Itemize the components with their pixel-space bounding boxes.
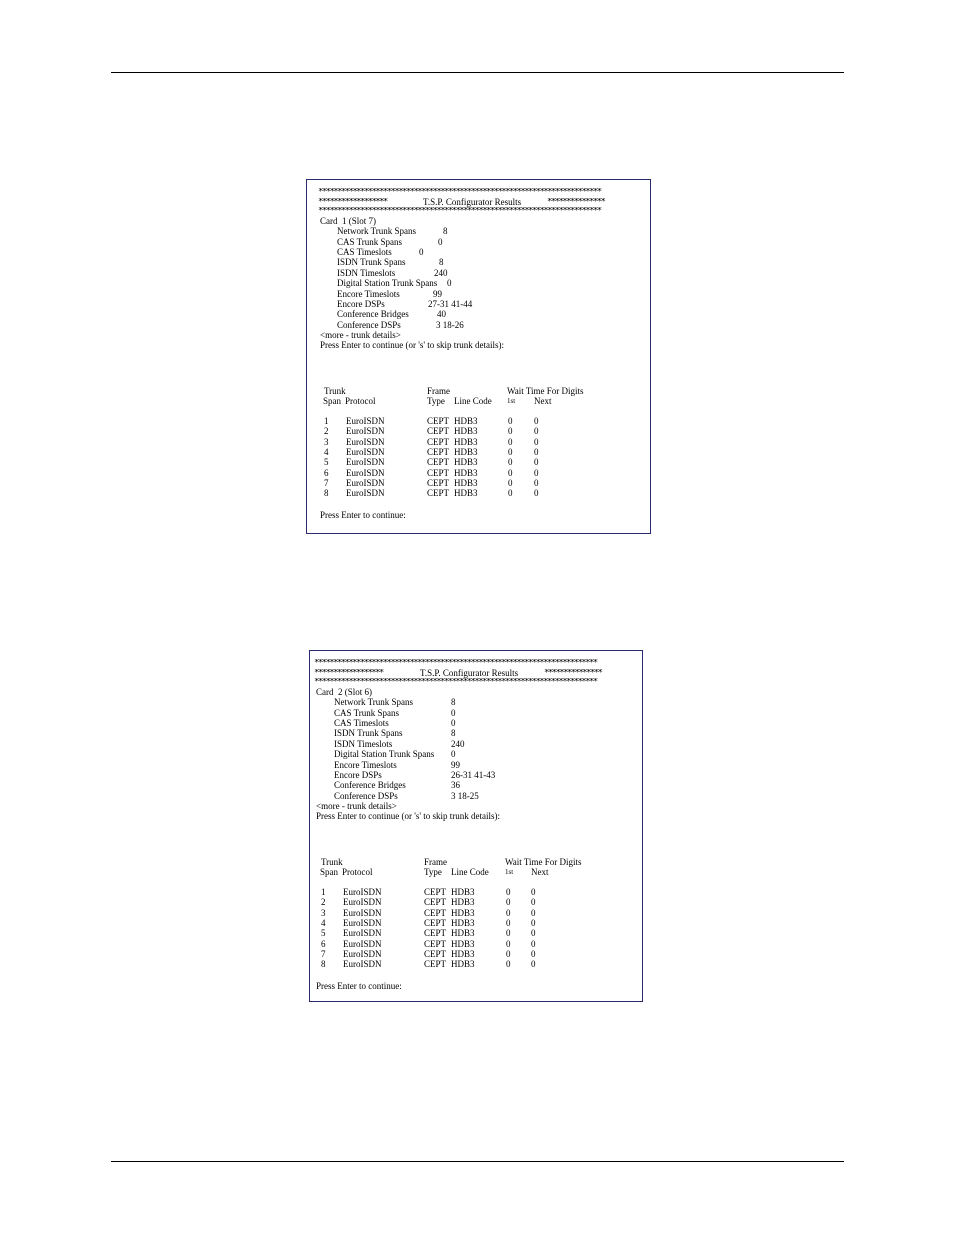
terminal-screenshot-card-2 bbox=[309, 650, 643, 1002]
stat-value: 8 bbox=[443, 226, 448, 237]
more-trunk-details: <more - trunk details> bbox=[316, 800, 397, 811]
row-wait-next: 0 bbox=[531, 918, 536, 929]
stat-value: 8 bbox=[439, 257, 444, 268]
asterisk-border-top: ************************************************************************** bbox=[318, 188, 601, 196]
row-wait-next: 0 bbox=[534, 426, 539, 437]
stat-value: 240 bbox=[434, 267, 448, 278]
row-line-code: HDB3 bbox=[454, 416, 478, 426]
row-wait-first: 0 bbox=[506, 928, 511, 939]
row-line-code: HDB3 bbox=[451, 897, 475, 908]
row-protocol: EuroISDN bbox=[343, 938, 382, 949]
row-line-code: HDB3 bbox=[451, 928, 475, 939]
asterisk-title-right: *************** bbox=[547, 198, 605, 206]
row-wait-first: 0 bbox=[506, 887, 511, 897]
row-line-code: HDB3 bbox=[451, 938, 475, 949]
row-wait-first: 0 bbox=[508, 488, 513, 499]
stat-value: 3 18-25 bbox=[451, 790, 479, 801]
row-wait-next: 0 bbox=[531, 959, 536, 970]
row-span: 3 bbox=[324, 436, 329, 447]
press-enter-skip-prompt: Press Enter to continue (or 's' to skip trunk details): bbox=[316, 811, 500, 822]
stat-value: 99 bbox=[433, 288, 442, 299]
row-protocol: EuroISDN bbox=[346, 457, 385, 468]
stat-value: 40 bbox=[437, 309, 446, 320]
row-frame-type: CEPT bbox=[427, 488, 450, 499]
stat-label: ISDN Trunk Spans bbox=[337, 257, 406, 268]
row-frame-type: CEPT bbox=[424, 907, 447, 918]
more-trunk-details: <more - trunk details> bbox=[320, 329, 401, 340]
row-span: 5 bbox=[324, 457, 329, 468]
row-protocol: EuroISDN bbox=[346, 467, 385, 478]
stat-label: CAS Timeslots bbox=[337, 247, 392, 258]
stat-label: Network Trunk Spans bbox=[334, 697, 414, 708]
stat-label: Conference DSPs bbox=[337, 319, 401, 330]
row-span: 2 bbox=[321, 897, 326, 908]
press-enter-skip-prompt: Press Enter to continue (or 's' to skip trunk details): bbox=[320, 340, 504, 351]
row-wait-next: 0 bbox=[534, 467, 539, 478]
column-header-protocol: Protocol bbox=[345, 396, 376, 407]
stat-value: 0 bbox=[447, 278, 452, 289]
asterisk-title-left: ****************** bbox=[318, 198, 387, 206]
row-protocol: EuroISDN bbox=[343, 928, 382, 939]
row-frame-type: CEPT bbox=[424, 949, 447, 960]
asterisk-border-bottom: ************************************************************************** bbox=[318, 207, 601, 215]
stat-label: Digital Station Trunk Spans bbox=[334, 749, 435, 760]
footer-rule bbox=[111, 1161, 844, 1162]
row-frame-type: CEPT bbox=[427, 457, 450, 468]
row-line-code: HDB3 bbox=[454, 447, 478, 458]
row-wait-next: 0 bbox=[531, 907, 536, 918]
row-wait-first: 0 bbox=[506, 907, 511, 918]
row-span: 4 bbox=[321, 918, 326, 929]
row-protocol: EuroISDN bbox=[346, 488, 385, 499]
row-line-code: HDB3 bbox=[451, 918, 475, 929]
asterisk-title-left: ****************** bbox=[314, 669, 383, 677]
row-frame-type: CEPT bbox=[427, 426, 450, 437]
row-wait-first: 0 bbox=[508, 457, 513, 468]
asterisk-title-right: *************** bbox=[544, 669, 602, 677]
stat-value: 8 bbox=[451, 697, 456, 708]
row-frame-type: CEPT bbox=[427, 467, 450, 478]
stat-label: ISDN Timeslots bbox=[337, 267, 396, 278]
row-wait-next: 0 bbox=[531, 897, 536, 908]
stat-value: 26-31 41-43 bbox=[451, 769, 496, 780]
row-wait-first: 0 bbox=[508, 416, 513, 426]
column-header-frame: Frame bbox=[427, 386, 450, 396]
row-wait-next: 0 bbox=[531, 887, 536, 897]
row-frame-type: CEPT bbox=[424, 918, 447, 929]
row-protocol: EuroISDN bbox=[343, 907, 382, 918]
row-line-code: HDB3 bbox=[451, 887, 475, 897]
row-wait-first: 0 bbox=[506, 918, 511, 929]
column-header-wait-time: Wait Time For Digits bbox=[507, 386, 584, 396]
row-line-code: HDB3 bbox=[451, 959, 475, 970]
stat-label: Encore DSPs bbox=[334, 769, 382, 780]
column-header-first: 1st bbox=[505, 868, 514, 877]
stat-label: Conference DSPs bbox=[334, 790, 398, 801]
row-line-code: HDB3 bbox=[454, 426, 478, 437]
column-header-line-code: Line Code bbox=[451, 867, 489, 878]
stat-label: CAS Trunk Spans bbox=[337, 236, 403, 247]
row-wait-next: 0 bbox=[531, 928, 536, 939]
row-protocol: EuroISDN bbox=[343, 949, 382, 960]
row-protocol: EuroISDN bbox=[346, 447, 385, 458]
row-wait-next: 0 bbox=[534, 436, 539, 447]
row-protocol: EuroISDN bbox=[343, 959, 382, 970]
stat-value: 0 bbox=[451, 749, 456, 760]
row-wait-next: 0 bbox=[531, 949, 536, 960]
column-header-span: Span bbox=[323, 396, 341, 407]
row-wait-first: 0 bbox=[506, 959, 511, 970]
row-line-code: HDB3 bbox=[454, 467, 478, 478]
row-frame-type: CEPT bbox=[424, 897, 447, 908]
row-span: 6 bbox=[321, 938, 326, 949]
row-line-code: HDB3 bbox=[451, 907, 475, 918]
row-wait-next: 0 bbox=[534, 447, 539, 458]
row-span: 2 bbox=[324, 426, 329, 437]
column-header-line-code: Line Code bbox=[454, 396, 492, 407]
stat-label: ISDN Timeslots bbox=[334, 738, 393, 749]
press-enter-continue-prompt: Press Enter to continue: bbox=[320, 510, 406, 520]
row-span: 1 bbox=[321, 887, 326, 897]
row-span: 3 bbox=[321, 907, 326, 918]
row-frame-type: CEPT bbox=[424, 928, 447, 939]
asterisk-border-top: ************************************************************************** bbox=[314, 659, 597, 667]
stat-value: 0 bbox=[438, 236, 443, 247]
stat-label: ISDN Trunk Spans bbox=[334, 728, 403, 739]
row-span: 1 bbox=[324, 416, 329, 426]
stat-label: Encore Timeslots bbox=[337, 288, 400, 299]
stat-label: Conference Bridges bbox=[334, 780, 406, 791]
stat-label: CAS Trunk Spans bbox=[334, 707, 400, 718]
stat-value: 36 bbox=[451, 780, 460, 791]
row-frame-type: CEPT bbox=[424, 959, 447, 970]
row-protocol: EuroISDN bbox=[346, 436, 385, 447]
column-header-frame: Frame bbox=[424, 857, 447, 867]
row-span: 6 bbox=[324, 467, 329, 478]
screen-title: T.S.P. Configurator Results bbox=[420, 668, 519, 678]
card-label: Card 1 (Slot 7) bbox=[320, 216, 376, 226]
column-header-next: Next bbox=[531, 867, 549, 878]
row-line-code: HDB3 bbox=[454, 478, 478, 489]
column-header-span: Span bbox=[320, 867, 338, 878]
stat-value: 99 bbox=[451, 759, 460, 770]
stat-value: 0 bbox=[419, 247, 424, 258]
screen-title: T.S.P. Configurator Results bbox=[423, 197, 522, 207]
header-rule bbox=[111, 72, 844, 73]
row-protocol: EuroISDN bbox=[343, 918, 382, 929]
row-span: 7 bbox=[321, 949, 326, 960]
row-span: 4 bbox=[324, 447, 329, 458]
row-frame-type: CEPT bbox=[427, 416, 450, 426]
row-wait-next: 0 bbox=[534, 478, 539, 489]
stat-label: CAS Timeslots bbox=[334, 718, 389, 729]
row-frame-type: CEPT bbox=[427, 436, 450, 447]
stat-label: Digital Station Trunk Spans bbox=[337, 278, 438, 289]
row-wait-first: 0 bbox=[506, 897, 511, 908]
row-protocol: EuroISDN bbox=[346, 478, 385, 489]
terminal-screenshot-card-1 bbox=[306, 179, 651, 534]
row-span: 5 bbox=[321, 928, 326, 939]
column-header-trunk: Trunk bbox=[324, 386, 346, 396]
column-header-protocol: Protocol bbox=[342, 867, 373, 878]
row-wait-next: 0 bbox=[534, 416, 539, 426]
row-wait-first: 0 bbox=[508, 436, 513, 447]
stat-value: 27-31 41-44 bbox=[428, 298, 473, 309]
column-header-first: 1st bbox=[507, 397, 516, 406]
row-frame-type: CEPT bbox=[424, 938, 447, 949]
card-label: Card 2 (Slot 6) bbox=[316, 687, 372, 697]
row-frame-type: CEPT bbox=[427, 478, 450, 489]
row-wait-first: 0 bbox=[506, 949, 511, 960]
row-span: 8 bbox=[324, 488, 329, 499]
row-wait-first: 0 bbox=[508, 447, 513, 458]
stat-label: Encore Timeslots bbox=[334, 759, 397, 770]
stat-value: 3 18-26 bbox=[436, 319, 464, 330]
asterisk-border-bottom: ************************************************************************** bbox=[314, 678, 597, 686]
row-protocol: EuroISDN bbox=[346, 426, 385, 437]
row-wait-next: 0 bbox=[531, 938, 536, 949]
column-header-trunk: Trunk bbox=[321, 857, 343, 867]
row-wait-next: 0 bbox=[534, 457, 539, 468]
column-header-type: Type bbox=[424, 867, 442, 878]
row-span: 7 bbox=[324, 478, 329, 489]
press-enter-continue-prompt: Press Enter to continue: bbox=[316, 981, 402, 991]
stat-value: 0 bbox=[451, 707, 456, 718]
stat-value: 240 bbox=[451, 738, 465, 749]
stat-value: 0 bbox=[451, 718, 456, 729]
stat-label: Network Trunk Spans bbox=[337, 226, 417, 237]
column-header-type: Type bbox=[427, 396, 445, 407]
column-header-wait-time: Wait Time For Digits bbox=[505, 857, 582, 867]
row-protocol: EuroISDN bbox=[346, 416, 385, 426]
row-protocol: EuroISDN bbox=[343, 887, 382, 897]
row-wait-first: 0 bbox=[508, 478, 513, 489]
row-wait-first: 0 bbox=[506, 938, 511, 949]
row-frame-type: CEPT bbox=[427, 447, 450, 458]
row-line-code: HDB3 bbox=[451, 949, 475, 960]
stat-label: Conference Bridges bbox=[337, 309, 409, 320]
column-header-next: Next bbox=[534, 396, 552, 407]
row-wait-first: 0 bbox=[508, 467, 513, 478]
row-span: 8 bbox=[321, 959, 326, 970]
row-wait-first: 0 bbox=[508, 426, 513, 437]
row-line-code: HDB3 bbox=[454, 436, 478, 447]
row-line-code: HDB3 bbox=[454, 488, 478, 499]
row-line-code: HDB3 bbox=[454, 457, 478, 468]
row-wait-next: 0 bbox=[534, 488, 539, 499]
stat-label: Encore DSPs bbox=[337, 298, 385, 309]
row-frame-type: CEPT bbox=[424, 887, 447, 897]
row-protocol: EuroISDN bbox=[343, 897, 382, 908]
stat-value: 8 bbox=[451, 728, 456, 739]
